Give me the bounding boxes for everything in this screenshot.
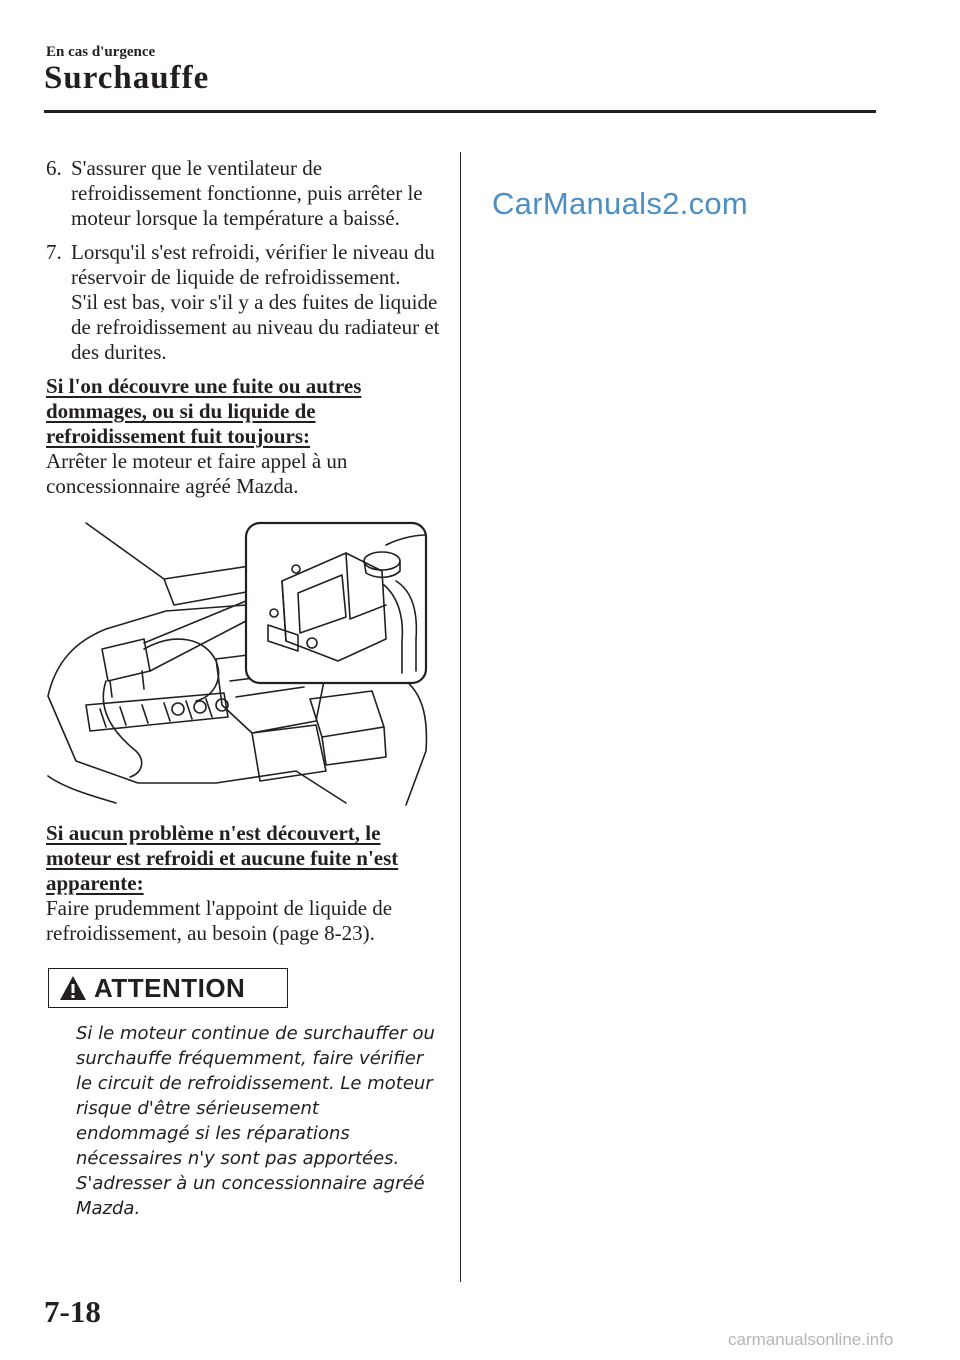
step-paragraph: S'il est bas, voir s'il y a des fuites de liquide de refroidissement au niveau du radiateur et des durites. bbox=[71, 290, 440, 364]
watermark-carmanuals2: CarManuals2.com bbox=[492, 186, 749, 221]
column-divider bbox=[460, 152, 461, 1282]
page-number: 7-18 bbox=[44, 1294, 101, 1329]
title-rule bbox=[44, 110, 876, 113]
step-text bbox=[71, 240, 442, 365]
footer-watermark: carmanualsonline.info bbox=[728, 1330, 894, 1349]
step-paragraph: S'assurer que le ventilateur de refroidissement fonctionne, puis arrêter le moteur lorsque la température a baissé. bbox=[71, 156, 423, 230]
step-number: 6. bbox=[46, 156, 62, 180]
step-paragraph: Lorsqu'il s'est refroidi, vérifier le niveau du réservoir de liquide de refroidissement. bbox=[71, 240, 435, 289]
attention-header bbox=[48, 968, 288, 1008]
step-text bbox=[71, 156, 442, 231]
section-label: En cas d'urgence bbox=[46, 44, 156, 60]
leak-heading: Si l'on découvre une fuite ou autres dommages, ou si du liquide de refroidissement fuit toujours: bbox=[46, 374, 362, 448]
step-7 bbox=[46, 240, 442, 365]
left-column bbox=[46, 156, 442, 1221]
page-title: Surchauffe bbox=[44, 60, 210, 96]
no-problem-heading: Si aucun problème n'est découvert, le moteur est refroidi et aucune fuite n'est apparente: bbox=[46, 821, 399, 895]
attention-text: Si le moteur continue de surchauffer ou surchauffe fréquemment, faire vérifier le circuit de refroidissement. Le moteur risque d'être sérieusement endommagé si les réparations nécessaires n'y sont pas apportées. S'adresser à un concessionnaire agréé Mazda. bbox=[76, 1023, 435, 1219]
warning-icon bbox=[58, 974, 88, 1002]
engine-bay-illustration bbox=[46, 521, 430, 807]
no-problem-text: Faire prudemment l'appoint de liquide de refroidissement, au besoin (page 8-23). bbox=[46, 896, 393, 945]
step-6 bbox=[46, 156, 442, 231]
attention-label: ATTENTION bbox=[94, 972, 246, 1003]
step-number: 7. bbox=[46, 240, 62, 264]
leak-text: Arrêter le moteur et faire appel à un concessionnaire agréé Mazda. bbox=[46, 449, 348, 498]
